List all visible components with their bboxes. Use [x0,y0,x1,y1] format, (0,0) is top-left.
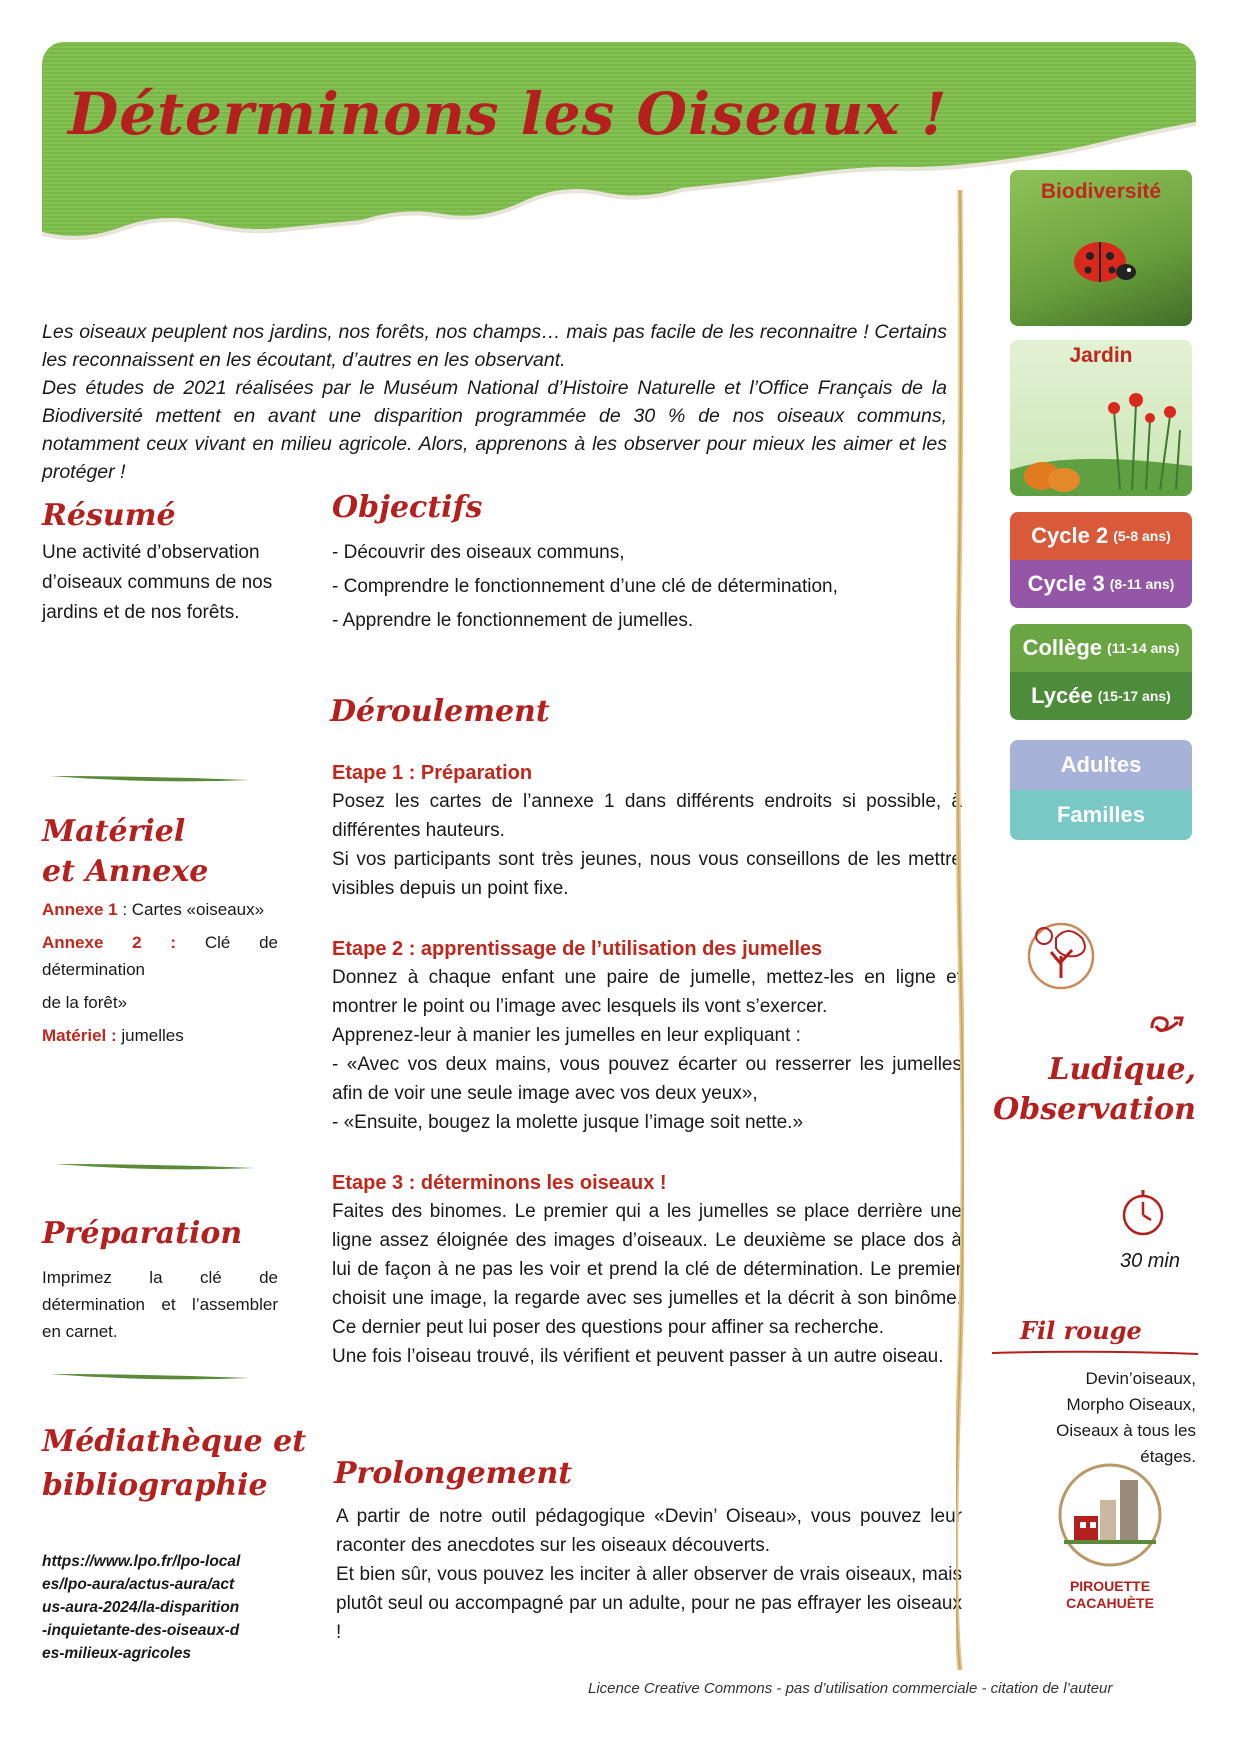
rope-divider [956,190,964,1670]
level-familles [1010,790,1192,840]
etape-1-paragraph: Posez les cartes de l’annexe 1 dans différents endroits si possible, à différentes hauteurs. [332,791,962,841]
fil-rouge-list [1000,1366,1196,1470]
intro-paragraph-1: Les oiseaux peuplent nos jardins, nos forêts, nos champs… mais pas facile de les reconnaitre ! Certains les reconnaissent en les écoutant, d’autres en les observant. [42,321,947,371]
swirl-arrow-icon [1148,1010,1188,1040]
levels-adults [1010,740,1192,840]
activity-style-line1: Ludique, [1048,1052,1196,1087]
level-college [1010,624,1192,672]
etape-2-paragraph: - «Avec vos deux mains, vous pouvez écarter ou resserrer les jumelles afin de voir une seule image avec vos deux yeux», [332,1054,962,1104]
level-name: Lycée [1031,683,1093,708]
level-ages: (15-17 ans) [1097,688,1171,704]
ladybug-icon [1062,228,1142,294]
materiel-heading-line1: Matériel [42,814,186,849]
bibliography-link[interactable]: https://www.lpo.fr/lpo-locales/lpo-aura/actus-aura/actus-aura-2024/la-disparition-inquietante-des-oiseaux-des-milieux-agricoles [42,1553,241,1662]
page-title: Déterminons les Oiseaux ! [68,80,948,148]
activity-style-line2: Observation [993,1092,1196,1127]
prolongement-heading: Prolongement [334,1456,573,1491]
resume-text: Une activité d’observation d’oiseaux communs de nos jardins et de nos forêts. [42,542,273,623]
theme-card-jardin [1010,340,1192,496]
fil-rouge-item: Oiseaux à tous les [1056,1421,1196,1440]
level-adultes [1010,740,1192,790]
mediatheque-heading [42,1420,306,1508]
level-name: Cycle 2 [1031,523,1109,548]
level-cycle-3 [1010,560,1192,608]
resume-heading: Résumé [42,498,176,533]
materiel-item [42,989,278,1016]
theme-label: Biodiversité [1040,180,1162,203]
levels-secondary [1010,624,1192,720]
etape-3-paragraph: Une fois l’oiseau trouvé, ils vérifient et peuvent passer à un autre oiseau. [332,1346,944,1367]
deroulement-heading: Déroulement [330,694,550,729]
level-ages: (5-8 ans) [1113,528,1171,544]
fil-rouge-underline [992,1350,1198,1356]
preparation-heading: Préparation [42,1216,243,1251]
level-cycle-2 [1010,512,1192,560]
stopwatch-icon [1118,1184,1168,1240]
level-name: Collège [1022,635,1103,660]
tree-sun-icon [1016,908,1106,998]
intro-paragraph-2: Des études de 2021 réalisées par le Muséum National d’Histoire Naturelle et l’Office Français de la Biodiversité mettent en avant une disparition programmée de 30 % de nos oiseaux communs, notamment ceux vivant en milieu agricole. Alors, apprenons à les observer pour mieux les aimer et les protéger ! [42,377,947,483]
etape-3 [332,1172,962,1371]
objectif-item: - Découvrir des oiseaux communs, [332,542,625,563]
mediatheque-heading-line2: bibliographie [42,1468,268,1503]
materiel-item-text: Clé de détermination [42,933,278,979]
materiel-item-text: de la forêt» [42,993,128,1012]
materiel-item-label: Annexe 1 [42,900,118,919]
leaf-divider [50,774,250,782]
level-name: Adultes [1060,752,1142,777]
theme-label: Jardin [1069,344,1133,367]
logo-line2: CACAHUÈTE [1066,1595,1154,1611]
activity-style [980,1050,1196,1130]
level-lycee [1010,672,1192,720]
etape-1-paragraph: Si vos participants sont très jeunes, nous vous conseillons de les mettre visibles depuis un point fixe. [332,849,962,899]
materiel-heading [42,812,208,892]
materiel-item-text: jumelles [121,1026,184,1045]
etape-1-title: Etape 1 : Préparation [332,762,533,784]
pirouette-cacahuete-logo [1050,1460,1170,1570]
preparation-text: Imprimez la clé de détermination et l’assembler en carnet. [42,1268,278,1341]
leaf-divider [55,1162,255,1170]
level-ages: (11-14 ans) [1107,640,1180,656]
fil-rouge-item: Morpho Oiseaux, [1066,1395,1196,1414]
logo-line1: PIROUETTE [1069,1578,1151,1594]
fil-rouge-item: Devin’oiseaux, [1085,1369,1196,1388]
leaf-divider [50,1372,250,1380]
pirouette-cacahuete-wordmark [1040,1578,1180,1612]
materiel-item-text: Cartes «oiseaux» [131,900,265,919]
materiel-list [42,896,278,1049]
etape-3-title: Etape 3 : déterminons les oiseaux ! [332,1172,667,1194]
objectif-item: - Apprendre le fonctionnement de jumelles. [332,610,694,631]
theme-card-biodiversite [1010,170,1192,326]
materiel-item-label: Matériel : [42,1026,117,1045]
level-ages: (8-11 ans) [1109,576,1175,592]
materiel-item [42,1022,278,1049]
etape-2-paragraph: Apprenez-leur à manier les jumelles en leur expliquant : [332,1025,801,1046]
fil-rouge-item: étages. [1140,1447,1196,1466]
level-name: Cycle 3 [1027,571,1105,596]
prolongement-paragraph: A partir de notre outil pédagogique «Devin’ Oiseau», vous pouvez leur raconter des anecdotes sur les oiseaux découverts. [336,1506,962,1556]
objectifs-heading: Objectifs [332,490,483,525]
levels-cycles [1010,512,1192,608]
materiel-item-sep: : [117,900,132,919]
materiel-heading-line2: et Annexe [42,854,209,889]
duration: 30 min [1119,1250,1180,1272]
etape-2-paragraph: - «Ensuite, bougez la molette jusque l’image soit nette.» [332,1112,804,1133]
materiel-item-sep [176,933,205,952]
etape-2-title: Etape 2 : apprentissage de l’utilisation des jumelles [332,938,823,960]
garden-icon [1010,380,1192,496]
etape-2 [332,938,962,1137]
materiel-item [42,896,278,923]
prolongement-paragraph: Et bien sûr, vous pouvez les inciter à aller observer de vrais oiseaux, mais plutôt seul ou accompagné par un adulte, pour ne pas effrayer les oiseaux ! [336,1564,962,1643]
fil-rouge-heading: Fil rouge [1020,1316,1142,1345]
objectifs-list [332,536,932,638]
etape-1 [332,762,962,903]
materiel-item-label: Annexe 2 : [42,933,177,952]
prolongement-text [336,1502,962,1647]
level-name: Familles [1056,802,1146,827]
mediatheque-heading-line1: Médiathèque et [42,1424,307,1459]
etape-3-paragraph: Faites des binomes. Le premier qui a les jumelles se place derrière une ligne assez éloignée des images d’oiseaux. Le deuxième se place dos à lui de façon à ne pas les voir et prend la clé de détermination. Le premier choisit une image, la regarde avec ses jumelles et la décrit à son binôme. Ce dernier peut lui poser des questions pour affiner sa recherche. [332,1201,962,1338]
objectif-item: - Comprendre le fonctionnement d’une clé de détermination, [332,576,838,597]
intro-text [42,318,947,486]
etape-2-paragraph: Donnez à chaque enfant une paire de jumelle, mettez-les en ligne et montrer le point ou l’image avec lesquels ils vont s’exercer. [332,967,962,1017]
licence-text: Licence Creative Commons - pas d’utilisation commerciale - citation de l’auteur [588,1680,1113,1697]
materiel-item [42,929,278,983]
